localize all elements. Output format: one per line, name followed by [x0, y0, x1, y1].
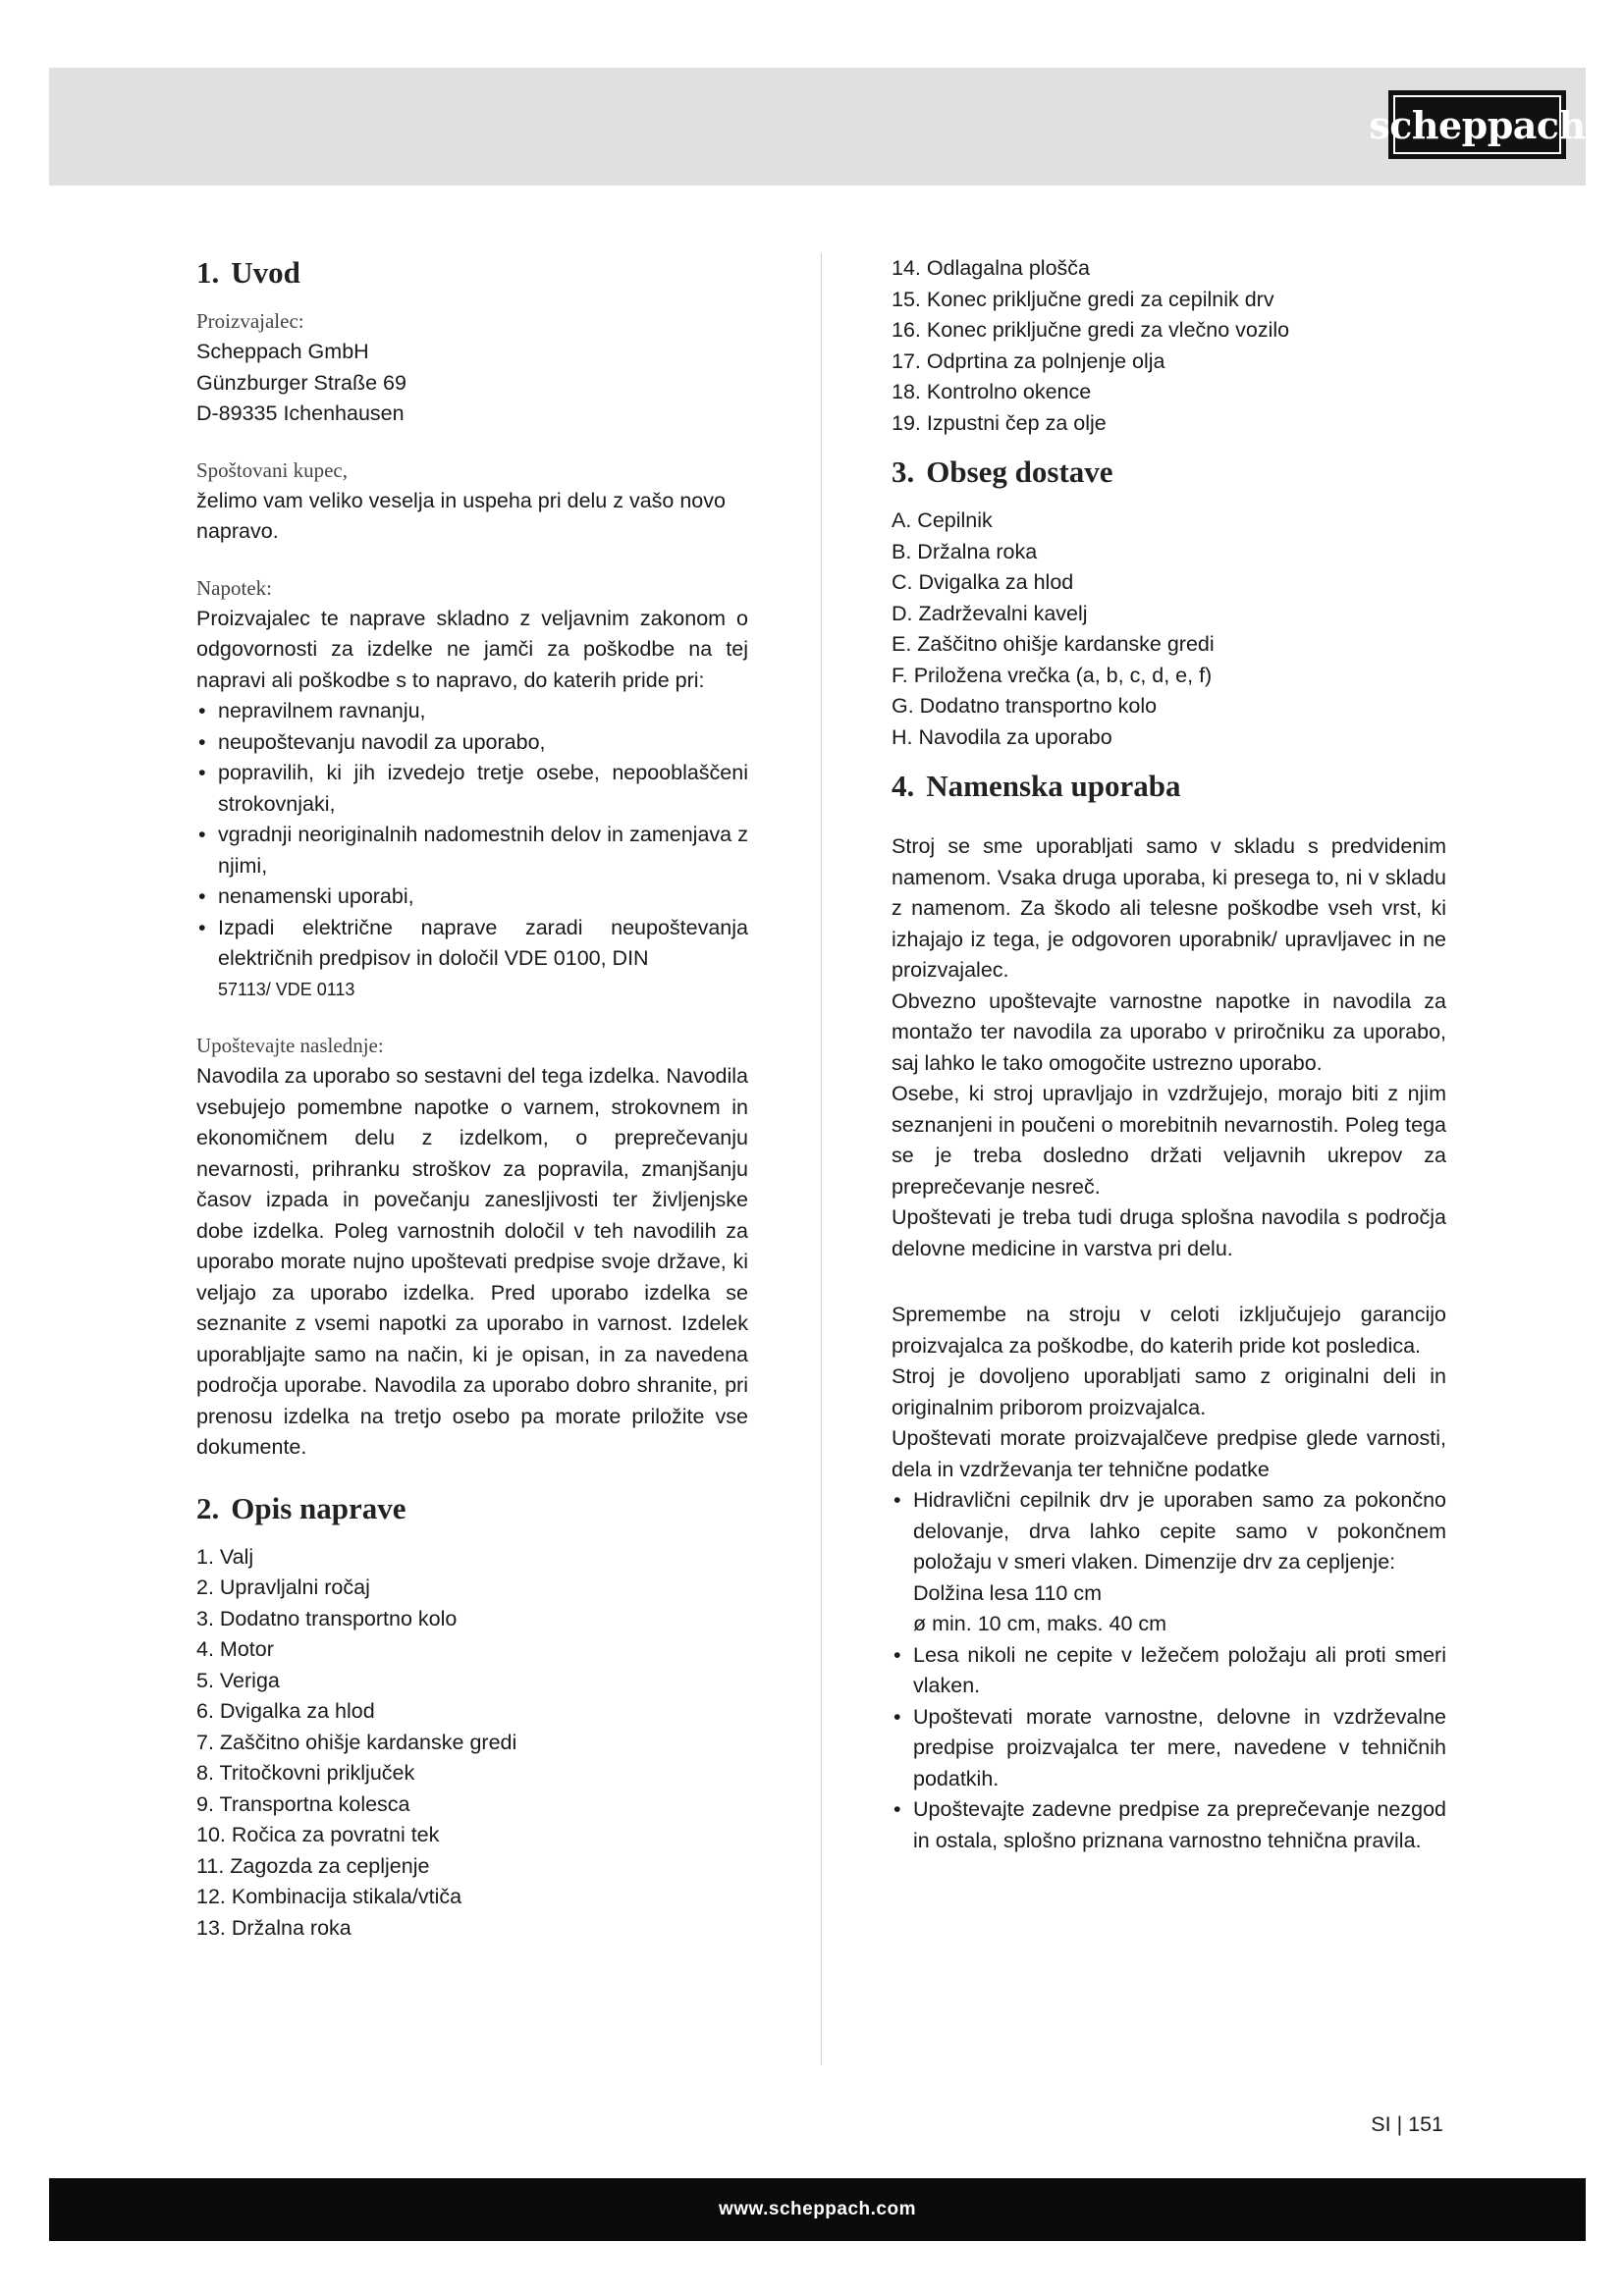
note-label: Napotek: [196, 575, 272, 600]
observe-label: Upoštevajte naslednje: [196, 1034, 384, 1057]
delivery-list [892, 506, 1446, 753]
list-item: 12. Kombinacija stikala/vtiča [196, 1885, 462, 1908]
paragraph: Upoštevati je treba tudi druga splošna navodila s področja delovne medicine in varstva pri delu. [892, 1205, 1446, 1260]
list-item: H. Navodila za uporabo [892, 724, 1112, 749]
note-text: Proizvajalec te naprave skladno z veljavnim zakonom o odgovornosti za izdelke ne jamči za poškodbe na tej napravi ali poškodbe s to napravo, do katerih pride pri: [196, 606, 748, 692]
section-1-heading: 1. Uvod [196, 255, 300, 290]
paragraph: Stroj je dovoljeno uporabljati samo z originalni deli in originalnim priborom proizvajalca. [892, 1364, 1446, 1419]
list-item: 19. Izpustni čep za olje [892, 410, 1107, 435]
paragraph: Obvezno upoštevajte varnostne napotke in navodila za montažo ter navodila za uporabo v priročniku za uporabo, saj lahko le tako omogočite ustrezno uporabo. [892, 988, 1446, 1075]
list-item: 1. Valj [196, 1544, 254, 1569]
scheppach-logo: scheppach [1388, 90, 1566, 159]
greeting-label: Spoštovani kupec, [196, 457, 348, 482]
section-2-heading: 2. Opis naprave [196, 1490, 406, 1525]
section-4-heading: 4. Namenska uporaba [892, 769, 1181, 803]
list-item: 5. Veriga [196, 1668, 280, 1692]
paragraph: Upoštevati morate proizvajalčeve predpise glede varnosti, dela in vzdrževanja ter tehnične podatke [892, 1426, 1446, 1481]
observe-text: Navodila za uporabo so sestavni del tega izdelka. Navodila vsebujejo pomembne napotke o varnem, strokovnem in ekonomičnem delu z izdelkom, o preprečevanju nevarnosti, prihranku stroškov za popravila, zmanjšanju časov izpada in povečanju zanesljivosti ter življenjske dobe izdelka. Poleg varnostnih določil v teh navodilih za uporabo morate nujno upoštevati predpise svoje države, ki veljajo za uporabo izdelka. Pred uporabo izdelka se seznanite z vsemi napotki za uporabo in varnost. Izdelek uporabljajte samo na način, ki je opisan, in za navedena področja uporabe. Navodila za uporabo dobro shranite, pri prenosu izdelka na tretjo osebo pa morate priložite vse dokumente. [196, 1064, 748, 1459]
wood-length: Dolžina lesa 110 cm [913, 1580, 1102, 1605]
list-item: • neupoštevanju navodil za uporabo, [196, 727, 748, 759]
parts-list-continued [892, 253, 1446, 439]
greeting-text: želimo vam veliko veselja in uspeha pri delu z vašo novo napravo. [196, 488, 726, 543]
list-item: 8. Tritočkovni priključek [196, 1761, 415, 1785]
list-item: • nenamenski uporabi, [196, 881, 748, 913]
page-number: SI | 151 [1371, 2112, 1443, 2136]
list-item: 10. Ročica za povratni tek [196, 1823, 440, 1846]
wood-diameter: ø min. 10 cm, maks. 40 cm [913, 1612, 1167, 1635]
list-item: A. Cepilnik [892, 508, 993, 532]
list-item: 13. Držalna roka [196, 1915, 352, 1940]
paragraph: Spremembe na stroju v celoti izključujejo garancijo proizvajalca za poškodbe, do katerih pride kot posledica. [892, 1303, 1446, 1358]
parts-list [196, 1542, 748, 1945]
list-item: 9. Transportna kolesca [196, 1791, 410, 1816]
list-item: D. Zadrževalni kavelj [892, 601, 1088, 625]
list-item: B. Držalna roka [892, 539, 1038, 563]
list-item: E. Zaščitno ohišje kardanske gredi [892, 632, 1215, 656]
note-bullet-tail: 57113/ VDE 0113 [218, 979, 355, 999]
list-item: • popravilih, ki jih izvedejo tretje osebe, nepooblaščeni strokovnjaki, [196, 758, 748, 820]
footer-url[interactable]: www.scheppach.com [49, 2178, 1586, 2241]
list-item: 3. Dodatno transportno kolo [196, 1606, 458, 1630]
list-item: • nepravilnem ravnanju, [196, 696, 748, 727]
list-item: F. Priložena vrečka (a, b, c, d, e, f) [892, 663, 1213, 687]
manufacturer-label: Proizvajalec: [196, 309, 304, 333]
list-item: • Izpadi električne naprave zaradi neupoštevanja električnih predpisov in določil VDE 0100, DIN [196, 913, 748, 975]
list-item: • Upoštevajte zadevne predpise za preprečevanje nezgod in ostala, splošno priznana varnostno tehnična pravila. [892, 1794, 1446, 1856]
left-column [196, 253, 748, 1944]
usage-bullet-list [892, 1485, 1446, 1856]
list-item: 18. Kontrolno okence [892, 380, 1092, 403]
list-item: • Hidravlični cepilnik drv je uporaben samo za pokončno delovanje, drva lahko cepite samo v pokončnem položaju v smeri vlaken. Dimenzije drv za cepljenje: Dolžina lesa 110 cm ø min. 10 cm, maks. 40 cm [892, 1485, 1446, 1640]
header-band [49, 68, 1586, 186]
list-item: 6. Dvigalka za hlod [196, 1699, 375, 1723]
section-3-heading: 3. Obseg dostave [892, 454, 1113, 489]
list-item: 17. Odprtina za polnjenje olja [892, 348, 1165, 373]
column-divider [821, 253, 822, 2065]
note-bullet-list [196, 696, 748, 975]
list-item: 14. Odlagalna plošča [892, 256, 1091, 280]
address-line: Günzburger Straße 69 [196, 370, 406, 395]
list-item: • vgradnji neoriginalnih nadomestnih delov in zamenjava z njimi, [196, 820, 748, 881]
list-item: 16. Konec priključne gredi za vlečno vozilo [892, 318, 1290, 342]
list-item: • Lesa nikoli ne cepite v ležečem položaju ali proti smeri vlaken. [892, 1640, 1446, 1702]
list-item: C. Dvigalka za hlod [892, 570, 1074, 594]
list-item: 11. Zagozda za cepljenje [196, 1853, 430, 1878]
list-item: 2. Upravljalni ročaj [196, 1575, 370, 1599]
list-item: 7. Zaščitno ohišje kardanske gredi [196, 1730, 517, 1754]
list-item: • Upoštevati morate varnostne, delovne in vzdrževalne predpise proizvajalca ter mere, navedene v tehničnih podatkih. [892, 1702, 1446, 1795]
right-column [892, 253, 1446, 1856]
list-item: 4. Motor [196, 1637, 274, 1661]
address-line: Scheppach GmbH [196, 340, 369, 363]
list-item: G. Dodatno transportno kolo [892, 694, 1158, 718]
list-item: 15. Konec priključne gredi za cepilnik drv [892, 287, 1274, 311]
paragraph: Osebe, ki stroj upravljajo in vzdržujejo, morajo biti z njim seznanjeni in poučeni o morebitnih nevarnostih. Poleg tega se je treba dosledno držati veljavnih ukrepov za preprečevanje nesreč. [892, 1082, 1446, 1199]
paragraph: Stroj se sme uporabljati samo v skladu s predvidenim namenom. Vsaka druga uporaba, ki presega to, ni v skladu z namenom. Za škodo ali telesne poškodbe vseh vrst, ki izhajajo iz tega, je odgovoren uporabnik/ upravljavec in ne proizvajalec. [892, 834, 1446, 982]
address-line: D-89335 Ichenhausen [196, 401, 405, 425]
